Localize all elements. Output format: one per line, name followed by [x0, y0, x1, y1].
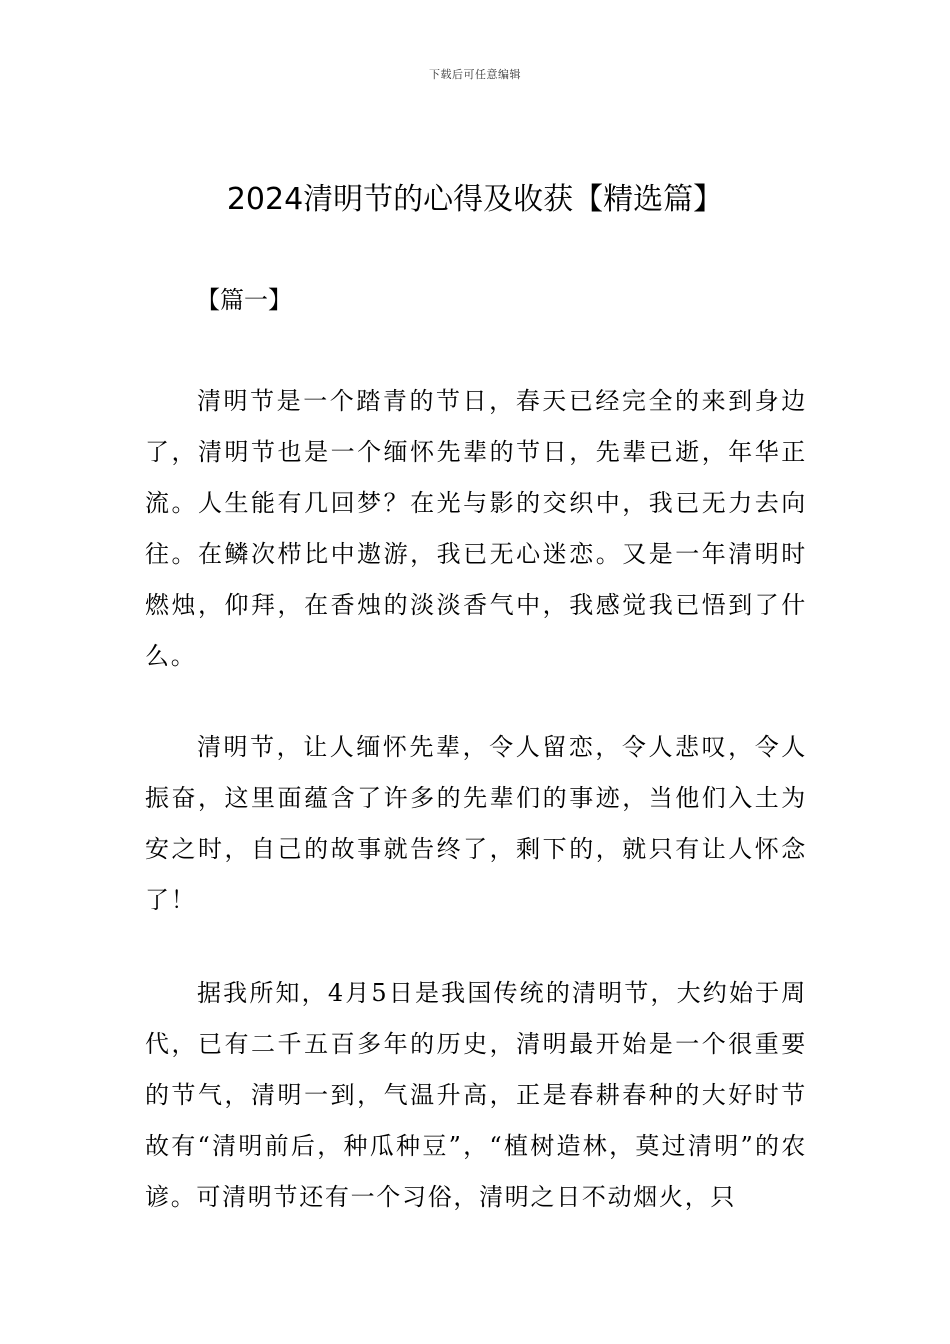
body-paragraph-2: 清明节，让人缅怀先辈，令人留恋，令人悲叹，令人振奋，这里面蕴含了许多的先辈们的事迹，当他们入土为安之时，自己的故事就告终了，剩下的，就只有让人怀念了！ [145, 733, 807, 914]
header-note: 下载后可任意编辑 [429, 68, 521, 81]
section-heading: 【篇一】 [196, 286, 292, 314]
body-paragraph-1: 清明节是一个踏青的节日，春天已经完全的来到身边了，清明节也是一个缅怀先辈的节日，先辈已逝，年华正流。人生能有几回梦？在光与影的交织中，我已无力去向往。在鳞次栉比中遨游，我已无心迷恋。又是一年清明时燃烛，仰拜，在香烛的淡淡香气中，我感觉我已悟到了什么。 [145, 387, 807, 670]
document-title: 2024清明节的心得及收获【精选篇】 [226, 182, 724, 217]
body-paragraph-3: 据我所知，4月5日是我国传统的清明节，大约始于周代，已有二千五百多年的历史，清明最开始是一个很重要的节气，清明一到，气温升高，正是春耕春种的大好时节故有“清明前后，种瓜种豆”，“植树造林，莫过清明”的农谚。可清明节还有一个习俗，清明之日不动烟火，只 [145, 979, 807, 1211]
